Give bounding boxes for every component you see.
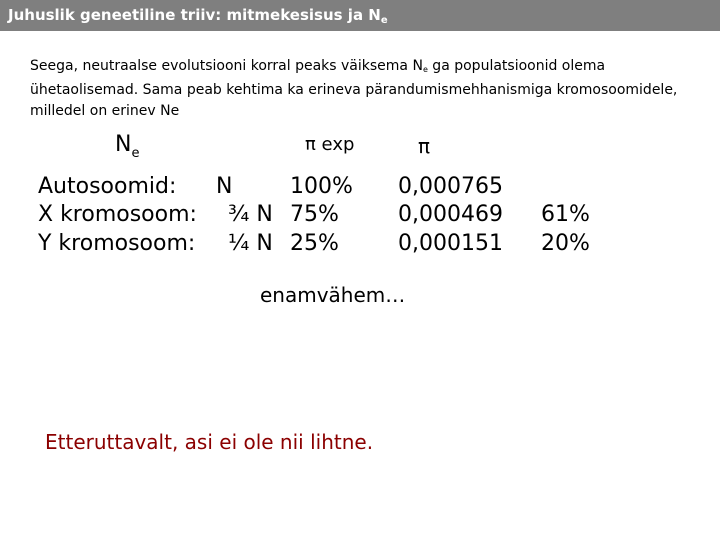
row-autosomes-label bbox=[38, 172, 233, 202]
title-subscript: e bbox=[380, 15, 388, 26]
row-x-label bbox=[38, 200, 273, 230]
row-autosomes-pi: 0,000765 bbox=[398, 174, 503, 199]
row-label: Autosoomid: bbox=[38, 174, 177, 199]
header-ne-text: N bbox=[115, 132, 132, 157]
row-x-ratio: 61% bbox=[541, 202, 590, 227]
intro-paragraph bbox=[30, 56, 700, 122]
row-y-ratio: 20% bbox=[541, 231, 590, 256]
conclusion-text: Etteruttavalt, asi ei ole nii lihtne. bbox=[45, 430, 374, 454]
header-ne bbox=[115, 132, 139, 161]
header-pi-exp: π exp bbox=[305, 134, 355, 155]
row-label: Y kromosoom: bbox=[38, 231, 196, 256]
row-label: X kromosoom: bbox=[38, 202, 197, 227]
intro-part2: ga populatsioonid olema ühetaolisemad. Sama peab kehtima ka erineva pärandumismehhanismiga kromosoomidele, milledel on erinev Ne bbox=[30, 58, 678, 119]
row-x-piexp: 75% bbox=[290, 202, 339, 227]
row-ne-value: ¾ N bbox=[228, 202, 273, 227]
header-ne-subscript: e bbox=[131, 146, 140, 161]
title-text: Juhuslik geneetiline triiv: mitmekesisus ja N bbox=[8, 6, 381, 24]
row-y-piexp: 25% bbox=[290, 231, 339, 256]
slide-title bbox=[0, 0, 720, 31]
row-x-pi: 0,000469 bbox=[398, 202, 503, 227]
row-ne-value: N bbox=[216, 174, 233, 199]
row-ne-value: ¼ N bbox=[228, 231, 273, 256]
header-pi: π bbox=[418, 134, 431, 158]
intro-subscript: e bbox=[422, 65, 428, 74]
row-autosomes-piexp: 100% bbox=[290, 174, 353, 199]
row-y-label bbox=[38, 229, 273, 259]
intro-part1: Seega, neutraalse evolutsiooni korral peaks väiksema N bbox=[30, 58, 423, 74]
more-or-less-text: enamvähem… bbox=[260, 283, 406, 307]
row-y-pi: 0,000151 bbox=[398, 231, 503, 256]
